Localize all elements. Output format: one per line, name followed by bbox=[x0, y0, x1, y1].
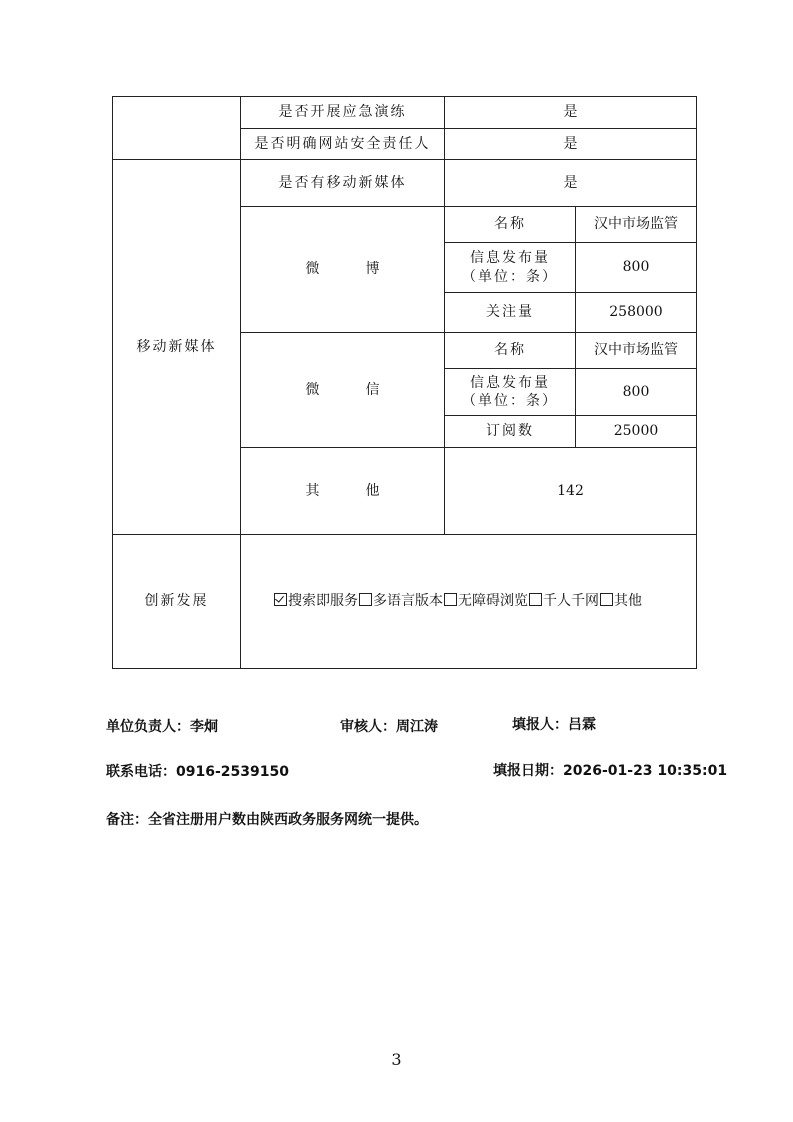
checkbox-icon bbox=[600, 593, 613, 606]
weibo-posts-label-line2: （单位：条） bbox=[462, 268, 558, 285]
contact-phone: 联系电话：0916-2539150 bbox=[106, 764, 289, 780]
media-section-label: 移动新媒体 bbox=[113, 160, 241, 535]
innovation-option-label: 千人千网 bbox=[543, 593, 599, 610]
reviewer: 审核人：周江涛 bbox=[340, 719, 438, 735]
weibo-posts-label bbox=[445, 243, 576, 293]
wechat-posts-value: 800 bbox=[576, 369, 697, 416]
checkbox-icon bbox=[444, 593, 457, 606]
report-table bbox=[112, 96, 697, 669]
innovation-option-label: 其他 bbox=[614, 593, 642, 610]
innovation-option bbox=[528, 593, 599, 609]
other-label: 其 他 bbox=[241, 448, 445, 535]
innovation-label: 创新发展 bbox=[113, 535, 241, 669]
wechat-name-value: 汉中市场监管 bbox=[576, 333, 697, 369]
checkbox-icon bbox=[529, 593, 542, 606]
footnote: 备注：全省注册用户数由陕西政务服务网统一提供。 bbox=[106, 812, 428, 828]
blank-section-cell bbox=[113, 97, 241, 160]
page-number: 3 bbox=[391, 1050, 402, 1069]
innovation-option bbox=[358, 593, 443, 609]
has-media-value: 是 bbox=[445, 160, 697, 207]
wechat-posts-label-line1: 信息发布量 bbox=[470, 374, 550, 391]
innovation-option bbox=[273, 593, 358, 609]
innovation-option-label: 搜索即服务 bbox=[288, 593, 358, 610]
innovation-option bbox=[443, 593, 528, 609]
weibo-name-label: 名称 bbox=[445, 207, 576, 243]
innovation-option bbox=[599, 593, 642, 609]
filler: 填报人：吕霖 bbox=[512, 717, 596, 733]
unit-head: 单位负责人：李炯 bbox=[106, 719, 218, 735]
wechat-posts-label bbox=[445, 369, 576, 416]
wechat-subscribers-label: 订阅数 bbox=[445, 416, 576, 448]
wechat-subscribers-value: 25000 bbox=[576, 416, 697, 448]
weibo-label: 微 博 bbox=[241, 207, 445, 333]
wechat-posts-label-line2: （单位：条） bbox=[462, 393, 558, 409]
innovation-options bbox=[241, 535, 697, 669]
weibo-posts-label-line1: 信息发布量 bbox=[470, 250, 550, 267]
wechat-name-label: 名称 bbox=[445, 333, 576, 369]
weibo-followers-value: 258000 bbox=[576, 293, 697, 333]
innovation-option-label: 无障碍浏览 bbox=[458, 593, 528, 610]
wechat-label: 微 信 bbox=[241, 333, 445, 448]
weibo-posts-value: 800 bbox=[576, 243, 697, 293]
innovation-option-label: 多语言版本 bbox=[373, 593, 443, 610]
security-label: 是否明确网站安全责任人 bbox=[241, 129, 445, 160]
weibo-followers-label: 关注量 bbox=[445, 293, 576, 333]
checkbox-icon bbox=[274, 593, 287, 606]
fill-date: 填报日期：2026-01-23 10:35:01 bbox=[493, 763, 728, 779]
checkbox-icon bbox=[359, 593, 372, 606]
weibo-name-value: 汉中市场监管 bbox=[576, 207, 697, 243]
drill-value: 是 bbox=[445, 97, 697, 129]
security-value: 是 bbox=[445, 129, 697, 160]
has-media-label: 是否有移动新媒体 bbox=[241, 160, 445, 207]
drill-label: 是否开展应急演练 bbox=[241, 97, 445, 129]
other-value: 142 bbox=[445, 448, 697, 535]
